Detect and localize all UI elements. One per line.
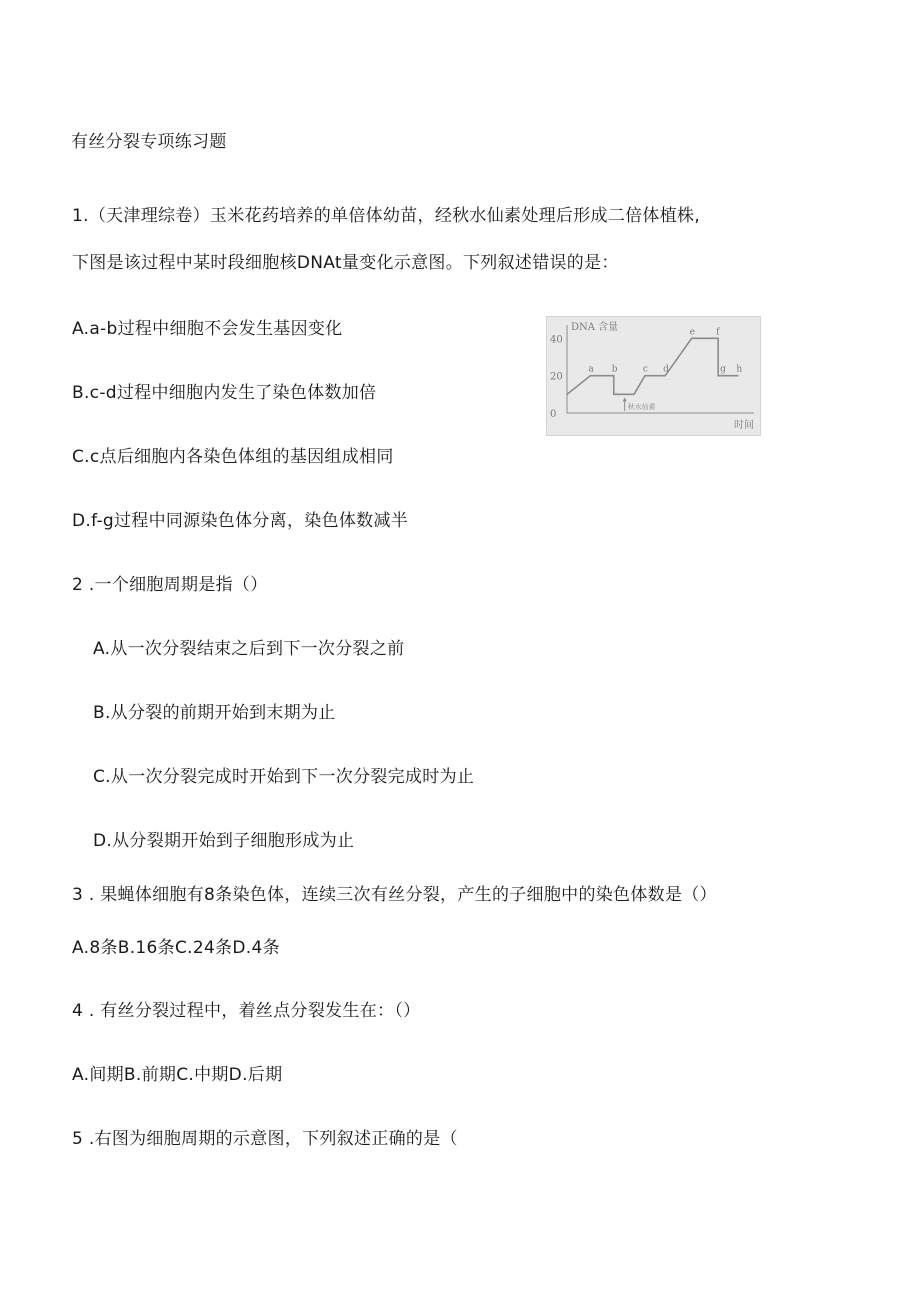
q1-option-a: A.a-b过程中细胞不会发生基因变化 [72, 319, 343, 339]
q3-stem: 3 . 果蝇体细胞有8条染色体，连续三次有丝分裂，产生的子细胞中的染色体数是（） [72, 885, 717, 905]
y-tick-label: 0 [550, 409, 557, 420]
q2-option-d: D.从分裂期开始到子细胞形成为止 [93, 831, 355, 851]
x-axis-label: 时间 [734, 420, 754, 431]
q2-stem: 2 .一个细胞周期是指（） [72, 575, 268, 595]
treatment-label: 秋水仙素 [627, 403, 656, 411]
point-label-h: h [736, 364, 743, 375]
point-label-g: g [720, 364, 726, 375]
q1-stem-line1: 1.（天津理综卷）玉米花药培养的单倍体幼苗，经秋水仙素处理后形成二倍体植株, [72, 206, 701, 226]
dna-content-chart [547, 317, 761, 436]
q3-options: A.8条B.16条C.24条D.4条 [72, 938, 280, 958]
y-axis-label: DNA 含量 [571, 322, 619, 333]
q2-option-c: C.从一次分裂完成时开始到下一次分裂完成时为止 [93, 767, 475, 787]
y-tick-label: 20 [550, 371, 563, 383]
dna-content-figure [546, 316, 761, 436]
q4-stem: 4 . 有丝分裂过程中，着丝点分裂发生在：（） [72, 1001, 421, 1021]
point-label-c: c [642, 364, 648, 375]
y-tick-label: 40 [550, 334, 563, 346]
treatment-arrow-head [623, 397, 627, 401]
q1-option-d: D.f-g过程中同源染色体分离，染色体数减半 [72, 511, 409, 531]
doc-title: 有丝分裂专项练习题 [71, 132, 227, 152]
q2-option-a: A.从一次分裂结束之后到下一次分裂之前 [93, 639, 405, 659]
point-label-b: b [611, 364, 618, 375]
point-label-a: a [588, 364, 594, 375]
q2-option-b: B.从分裂的前期开始到末期为止 [93, 703, 336, 723]
q1-option-c: C.c点后细胞内各染色体组的基因组成相同 [72, 447, 394, 467]
point-label-e: e [689, 327, 695, 338]
point-label-f: f [716, 327, 720, 338]
q1-option-b: B.c-d过程中细胞内发生了染色体数加倍 [72, 383, 377, 403]
q1-stem-line2: 下图是该过程中某时段细胞核DNAt量变化示意图。下列叙述错误的是： [72, 253, 619, 273]
q5-stem: 5 .右图为细胞周期的示意图，下列叙述正确的是（ [72, 1129, 458, 1149]
point-label-d: d [663, 364, 669, 375]
q4-options: A.间期B.前期C.中期D.后期 [72, 1065, 283, 1085]
